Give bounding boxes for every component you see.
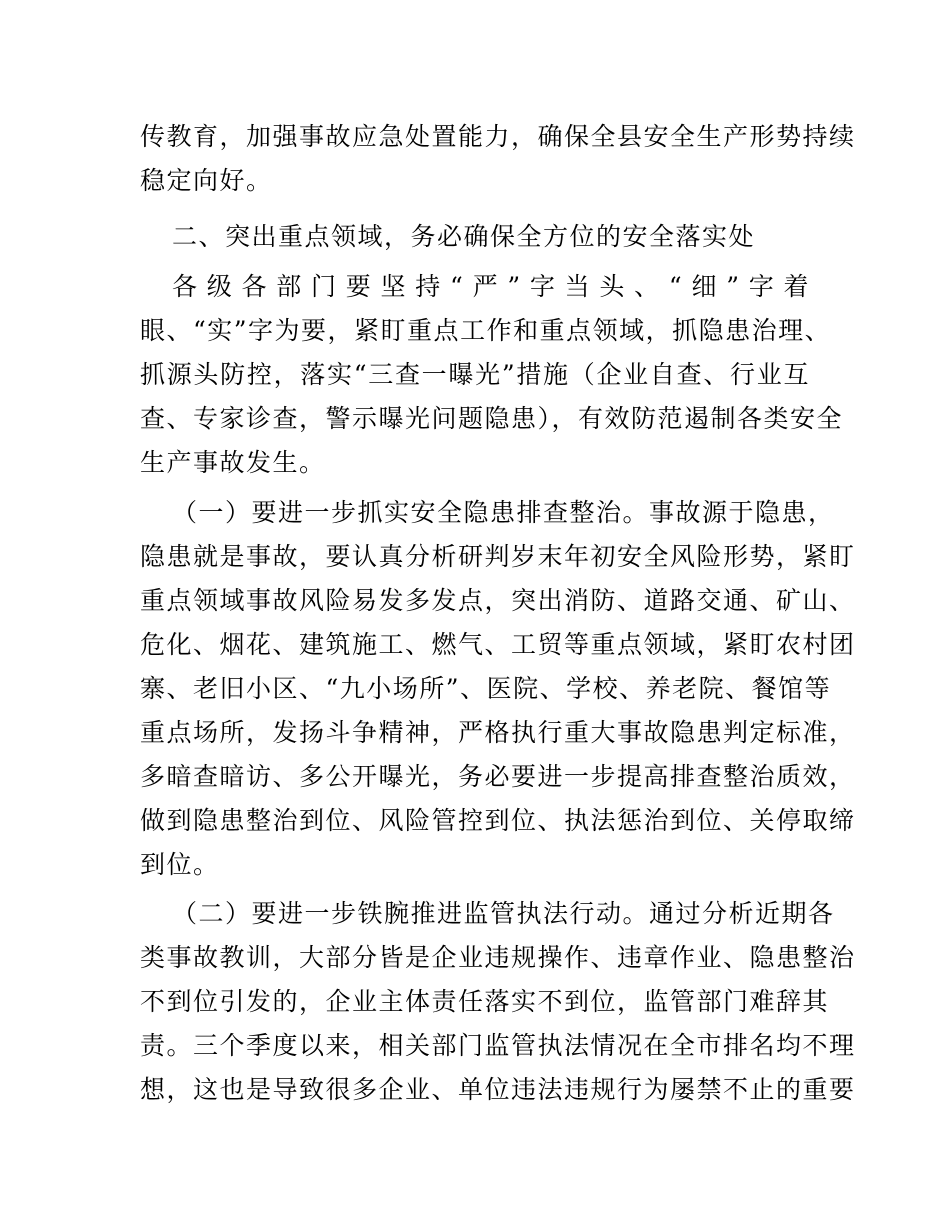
text-line: 到位。 — [140, 850, 220, 879]
text-line: 寨、老旧小区、“九小场所”、医院、学校、养老院、餐馆等 — [140, 674, 832, 703]
text-line: 眼、“实”字为要，紧盯重点工作和重点领域，抓隐患治理、 — [140, 316, 832, 345]
paragraph-item-two — [140, 892, 856, 1112]
text-line: 传教育，加强事故应急处置能力，确保全县安全生产形势持续 — [140, 122, 856, 151]
paragraph-continuation — [140, 115, 856, 203]
text-line: 类事故教训，大部分皆是企业违规操作、违章作业、隐患整治 — [140, 943, 856, 972]
text-line: 重点场所，发扬斗争精神，严格执行重大事故隐患判定标准， — [140, 718, 856, 747]
text-line: 危化、烟花、建筑施工、燃气、工贸等重点领域，紧盯农村团 — [140, 630, 856, 659]
section-heading: 二、突出重点领域，务必确保全方位的安全落实处 — [172, 222, 756, 251]
paragraph-section-intro — [140, 265, 844, 485]
text-line: （一）要进一步抓实安全隐患排查整治。事故源于隐患， — [172, 498, 835, 527]
paragraph-item-one — [140, 491, 856, 887]
text-line: 不到位引发的，企业主体责任落实不到位，监管部门难辞其 — [140, 987, 830, 1016]
text-line: 重点领域事故风险易发多发点，突出消防、道路交通、矿山、 — [140, 586, 856, 615]
text-line: 生产事故发生。 — [140, 448, 326, 477]
text-line: 各级各部门要坚持“严”字当头、“细”字着 — [172, 272, 810, 301]
text-line: 稳定向好。 — [140, 166, 273, 195]
text-line: 隐患就是事故，要认真分析研判岁末年初安全风险形势，紧盯 — [140, 542, 856, 571]
text-line: （二）要进一步铁腕推进监管执法行动。通过分析近期各 — [172, 899, 835, 928]
text-line: 抓源头防控，落实“三查一曝光”措施（企业自查、行业互 — [140, 360, 810, 389]
text-line: 做到隐患整治到位、风险管控到位、执法惩治到位、关停取缔 — [140, 806, 856, 835]
text-line: 责。三个季度以来，相关部门监管执法情况在全市排名均不理 — [140, 1031, 856, 1060]
text-line: 查、专家诊查，警示曝光问题隐患），有效防范遏制各类安全 — [140, 404, 844, 433]
text-line: 想，这也是导致很多企业、单位违法违规行为屡禁不止的重要 — [140, 1075, 856, 1104]
text-line: 多暗查暗访、多公开曝光，务必要进一步提高排查整治质效， — [140, 762, 856, 791]
